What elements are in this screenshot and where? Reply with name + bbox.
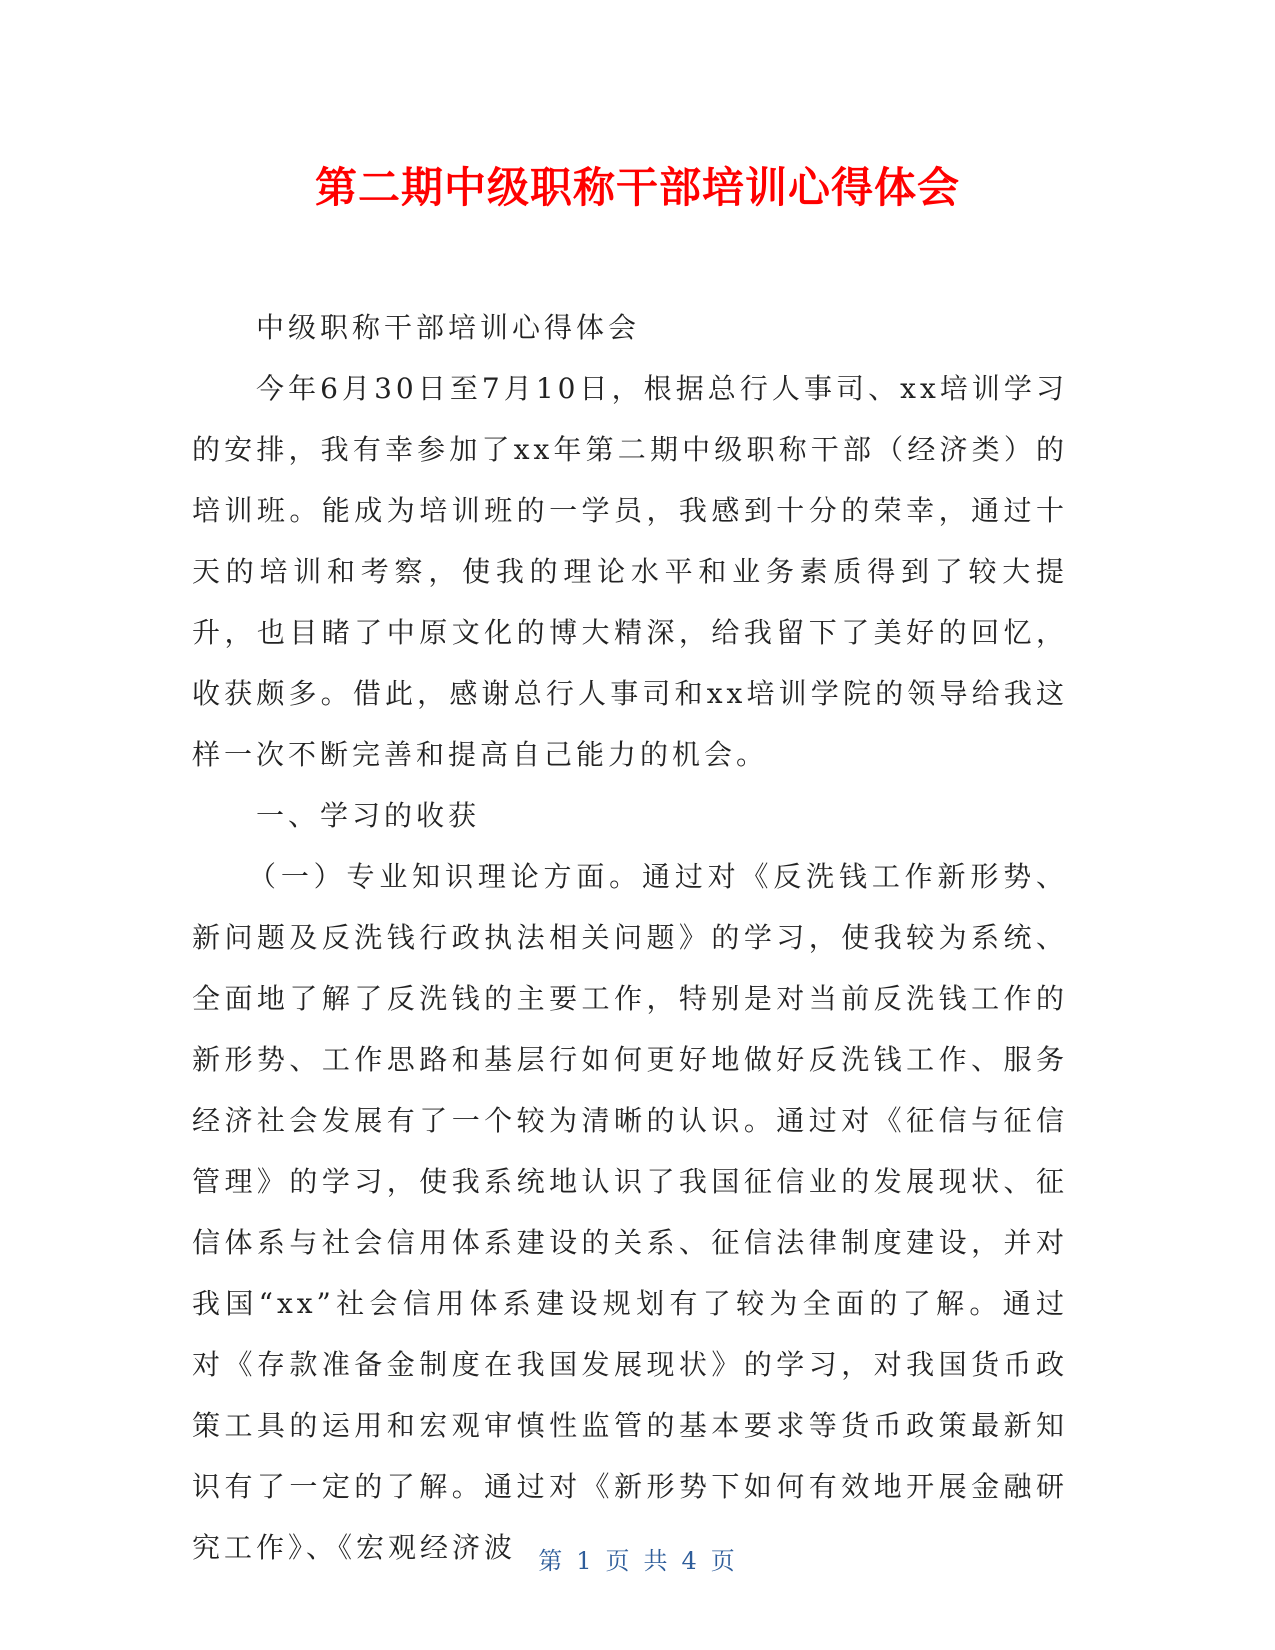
footer-total-prefix: 共	[643, 1547, 670, 1575]
body-paragraph: （一）专业知识理论方面。通过对《反洗钱工作新形势、新问题及反洗钱行政执法相关问题》的学习，使我较为系统、全面地了解了反洗钱的主要工作，特别是对当前反洗钱工作的新形势、工作思路和基层行如何更好地做好反洗钱工作、服务经济社会发展有了一个较为清晰的认识。通过对《征信与征信管理》的学习，使我系统地认识了我国征信业的发展现状、征信体系与社会信用体系建设的关系、征信法律制度建设，并对我国“xx”社会信用体系建设规划有了较为全面的了解。通过对《存款准备金制度在我国发展现状》的学习，对我国货币政策工具的运用和宏观审慎性监管的基本要求等货币政策最新知识有了一定的了解。通过对《新形势下如何有效地开展金融研究工作》、《宏观经济波	[192, 860, 1068, 1564]
footer-total-suffix: 页	[710, 1547, 737, 1575]
document-body	[192, 297, 1068, 1578]
section-heading: 一、学习的收获	[256, 799, 481, 832]
page-footer	[0, 1545, 1275, 1577]
subtitle-paragraph: 中级职称干部培训心得体会	[256, 311, 641, 344]
footer-prefix: 第	[538, 1547, 565, 1575]
footer-current-page: 1	[576, 1547, 594, 1575]
intro-paragraph: 今年6月30日至7月10日，根据总行人事司、xx培训学习的安排，我有幸参加了xx年第二期中级职称干部（经济类）的培训班。能成为培训班的一学员，我感到十分的荣幸，通过十天的培训和考察，使我的理论水平和业务素质得到了较大提升，也目睹了中原文化的博大精深，给我留下了美好的回忆，收获颇多。借此，感谢总行人事司和xx培训学院的领导给我这样一次不断完善和提高自己能力的机会。	[192, 372, 1068, 771]
document-title: 第二期中级职称干部培训心得体会	[314, 163, 960, 212]
footer-page-word: 页	[605, 1547, 632, 1575]
footer-total-pages: 4	[681, 1547, 699, 1575]
